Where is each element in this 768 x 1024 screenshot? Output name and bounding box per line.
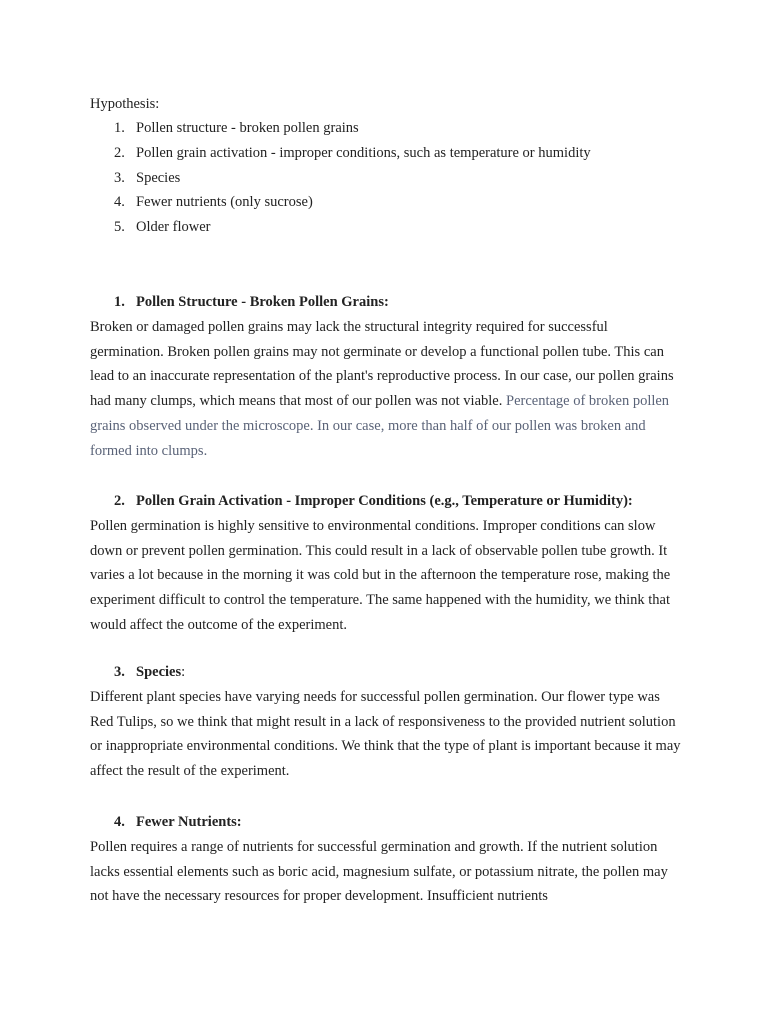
list-item-text: Fewer nutrients (only sucrose): [136, 194, 313, 211]
section-number: 1.: [114, 294, 125, 310]
section-heading: [90, 660, 684, 685]
section-body: [90, 514, 684, 638]
hypothesis-label: Hypothesis:: [90, 96, 160, 112]
section-number: 2.: [114, 493, 125, 509]
section-heading: [90, 290, 684, 315]
section-title: Pollen Grain Activation - Improper Conditions (e.g., Temperature or Humidity):: [136, 493, 633, 509]
section-title: Pollen Structure - Broken Pollen Grains:: [136, 294, 389, 310]
list-item-number: 1.: [114, 120, 125, 136]
section-title-tail: :: [181, 664, 186, 680]
list-item-text: Pollen grain activation - improper conditions, such as temperature or humidity: [136, 144, 591, 161]
section-species: [90, 660, 684, 784]
section-heading: [90, 810, 684, 835]
section-body-muted-text: Percentage of broken pollen grains observed under the microscope. In our case, more than half of our pollen was broken and formed into clumps.: [90, 393, 670, 459]
section-body-text: Different plant species have varying needs for successful pollen germination. Our flower type was Red Tulips, so we think that might result in a lack of responsiveness to the provided nutrient solution or inappropriate environmental conditions. We think that the type of plant is important because it may affect the result of the experiment.: [90, 688, 681, 780]
section-body: [90, 315, 684, 464]
list-item: [90, 166, 690, 191]
list-item-number: 3.: [114, 169, 125, 186]
section-number: 3.: [114, 664, 125, 680]
list-item-number: 5.: [114, 219, 125, 236]
section-body-text: Pollen germination is highly sensitive to environmental conditions. Improper conditions can slow down or prevent pollen germination. This could result in a lack of observable pollen tube growth. It varies a lot because in the morning it was cold but in the afternoon the temperature rose, making the experiment difficult to control the temperature. The same happened with the humidity, we think that would affect the outcome of the experiment.: [90, 517, 671, 633]
section-heading: [90, 489, 684, 514]
list-item-text: Pollen structure - broken pollen grains: [136, 120, 359, 136]
hypothesis-list: [90, 116, 690, 240]
list-item: [90, 141, 690, 166]
section-pollen-activation: [90, 489, 684, 638]
list-item-number: 2.: [114, 144, 125, 161]
list-item: [90, 215, 690, 240]
list-item-text: Species: [136, 169, 181, 186]
list-item-text: Older flower: [136, 219, 211, 236]
section-title: Fewer Nutrients:: [136, 814, 242, 830]
list-item: [90, 116, 690, 141]
section-body-text: Pollen requires a range of nutrients for successful germination and growth. If the nutrient solution lacks essential elements such as boric acid, magnesium sulfate, or potassium nitrate, the pollen may not have the necessary resources for proper development. Insufficient nutrients: [90, 838, 668, 905]
section-pollen-structure: [90, 290, 684, 464]
section-number: 4.: [114, 814, 125, 830]
section-title: Species: [136, 664, 182, 680]
list-item-number: 4.: [114, 194, 125, 211]
section-body-text: Broken or damaged pollen grains may lack the structural integrity required for successful germination. Broken pollen grains may not germinate or develop a functional pollen tube. This can lead to an inaccurate representation of the plant's reproductive process. In our case, our pollen grains had many clumps, which means that most of our pollen was not viable.: [90, 318, 674, 410]
section-body: [90, 685, 684, 784]
list-item: [90, 190, 690, 215]
section-body: [90, 835, 684, 909]
section-fewer-nutrients: [90, 810, 684, 909]
